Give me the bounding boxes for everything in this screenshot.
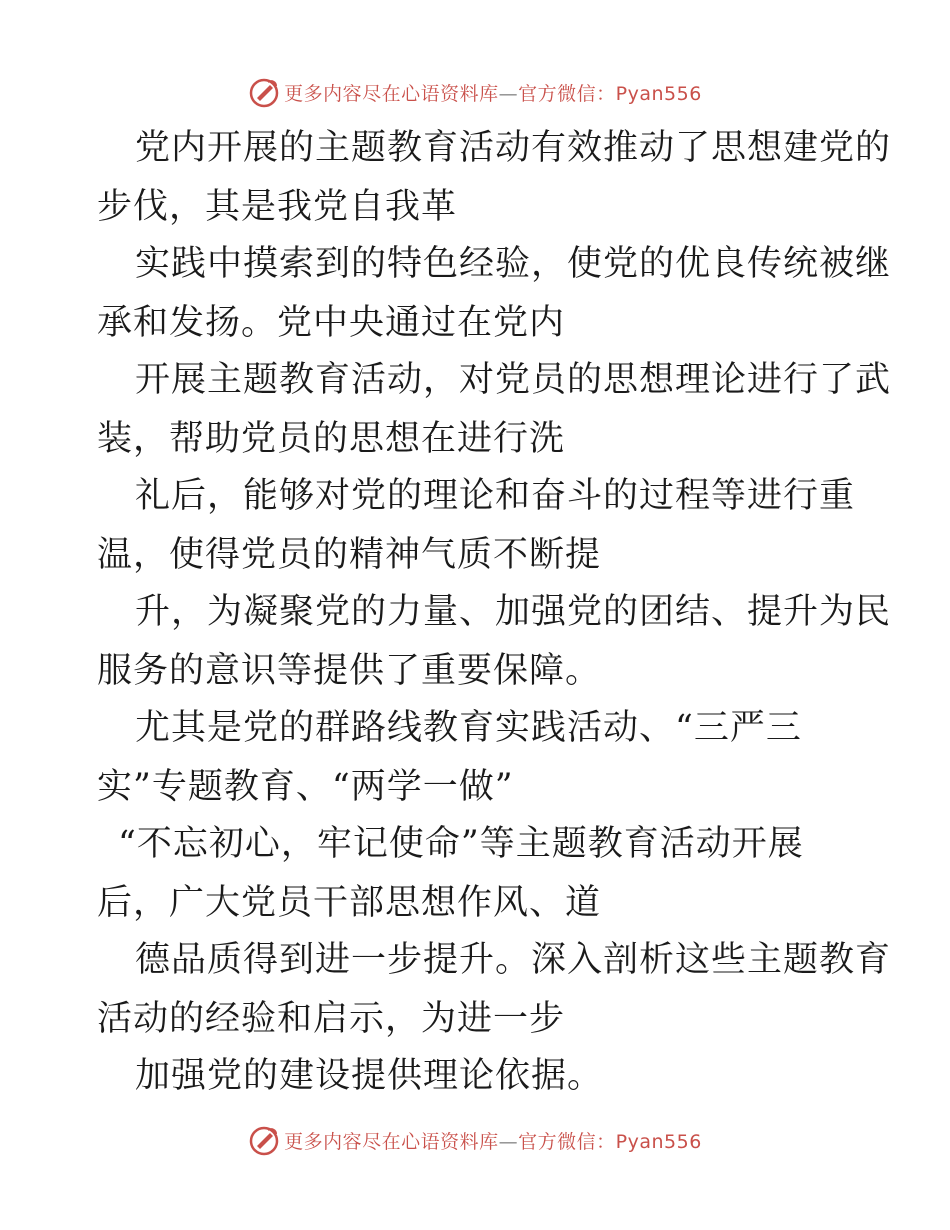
body-line-14: 后，广大党员干部思想作风、道 bbox=[97, 883, 602, 923]
body-line-5: 开展主题教育活动，对党员的思想理论进行了武 bbox=[135, 360, 892, 400]
body-line-11: 尤其是党的群路线教育实践活动、“三严三 bbox=[135, 708, 802, 748]
body-line-8: 温，使得党员的精神气质不断提 bbox=[97, 535, 602, 575]
body-line-4: 承和发扬。党中央通过在党内 bbox=[97, 303, 566, 343]
brand-logo-icon bbox=[248, 1124, 280, 1156]
body-line-6: 装，帮助党员的思想在进行洗 bbox=[97, 419, 566, 459]
header-banner-wechat: 官方微信：Pyan556 bbox=[518, 82, 702, 105]
header-banner bbox=[0, 72, 950, 112]
brand-logo-icon bbox=[248, 76, 280, 108]
footer-banner-wechat: 官方微信：Pyan556 bbox=[518, 1130, 702, 1153]
body-line-12: 实”专题教育、“两学一做” bbox=[97, 767, 514, 807]
body-line-9: 升，为凝聚党的力量、加强党的团结、提升为民 bbox=[135, 592, 892, 632]
footer-banner-dash: — bbox=[498, 1130, 519, 1153]
body-line-3: 实践中摸索到的特色经验，使党的优良传统被继 bbox=[135, 244, 892, 284]
footer-banner-title: 更多内容尽在心语资料库 bbox=[284, 1130, 499, 1153]
footer-banner bbox=[0, 1120, 950, 1160]
body-line-15: 德品质得到进一步提升。深入剖析这些主题教育 bbox=[135, 940, 892, 980]
header-banner-title: 更多内容尽在心语资料库 bbox=[284, 82, 499, 105]
body-line-7: 礼后，能够对党的理论和奋斗的过程等进行重 bbox=[135, 476, 856, 516]
body-line-10: 服务的意识等提供了重要保障。 bbox=[97, 651, 602, 691]
body-line-2: 步伐，其是我党自我革 bbox=[97, 187, 458, 227]
body-line-16: 活动的经验和启示，为进一步 bbox=[97, 999, 566, 1039]
body-line-1: 党内开展的主题教育活动有效推动了思想建党的 bbox=[135, 128, 892, 168]
body-line-13: “不忘初心，牢记使命”等主题教育活动开展 bbox=[118, 824, 804, 864]
header-banner-dash: — bbox=[498, 82, 519, 105]
body-line-17: 加强党的建设提供理论依据。 bbox=[135, 1056, 604, 1096]
